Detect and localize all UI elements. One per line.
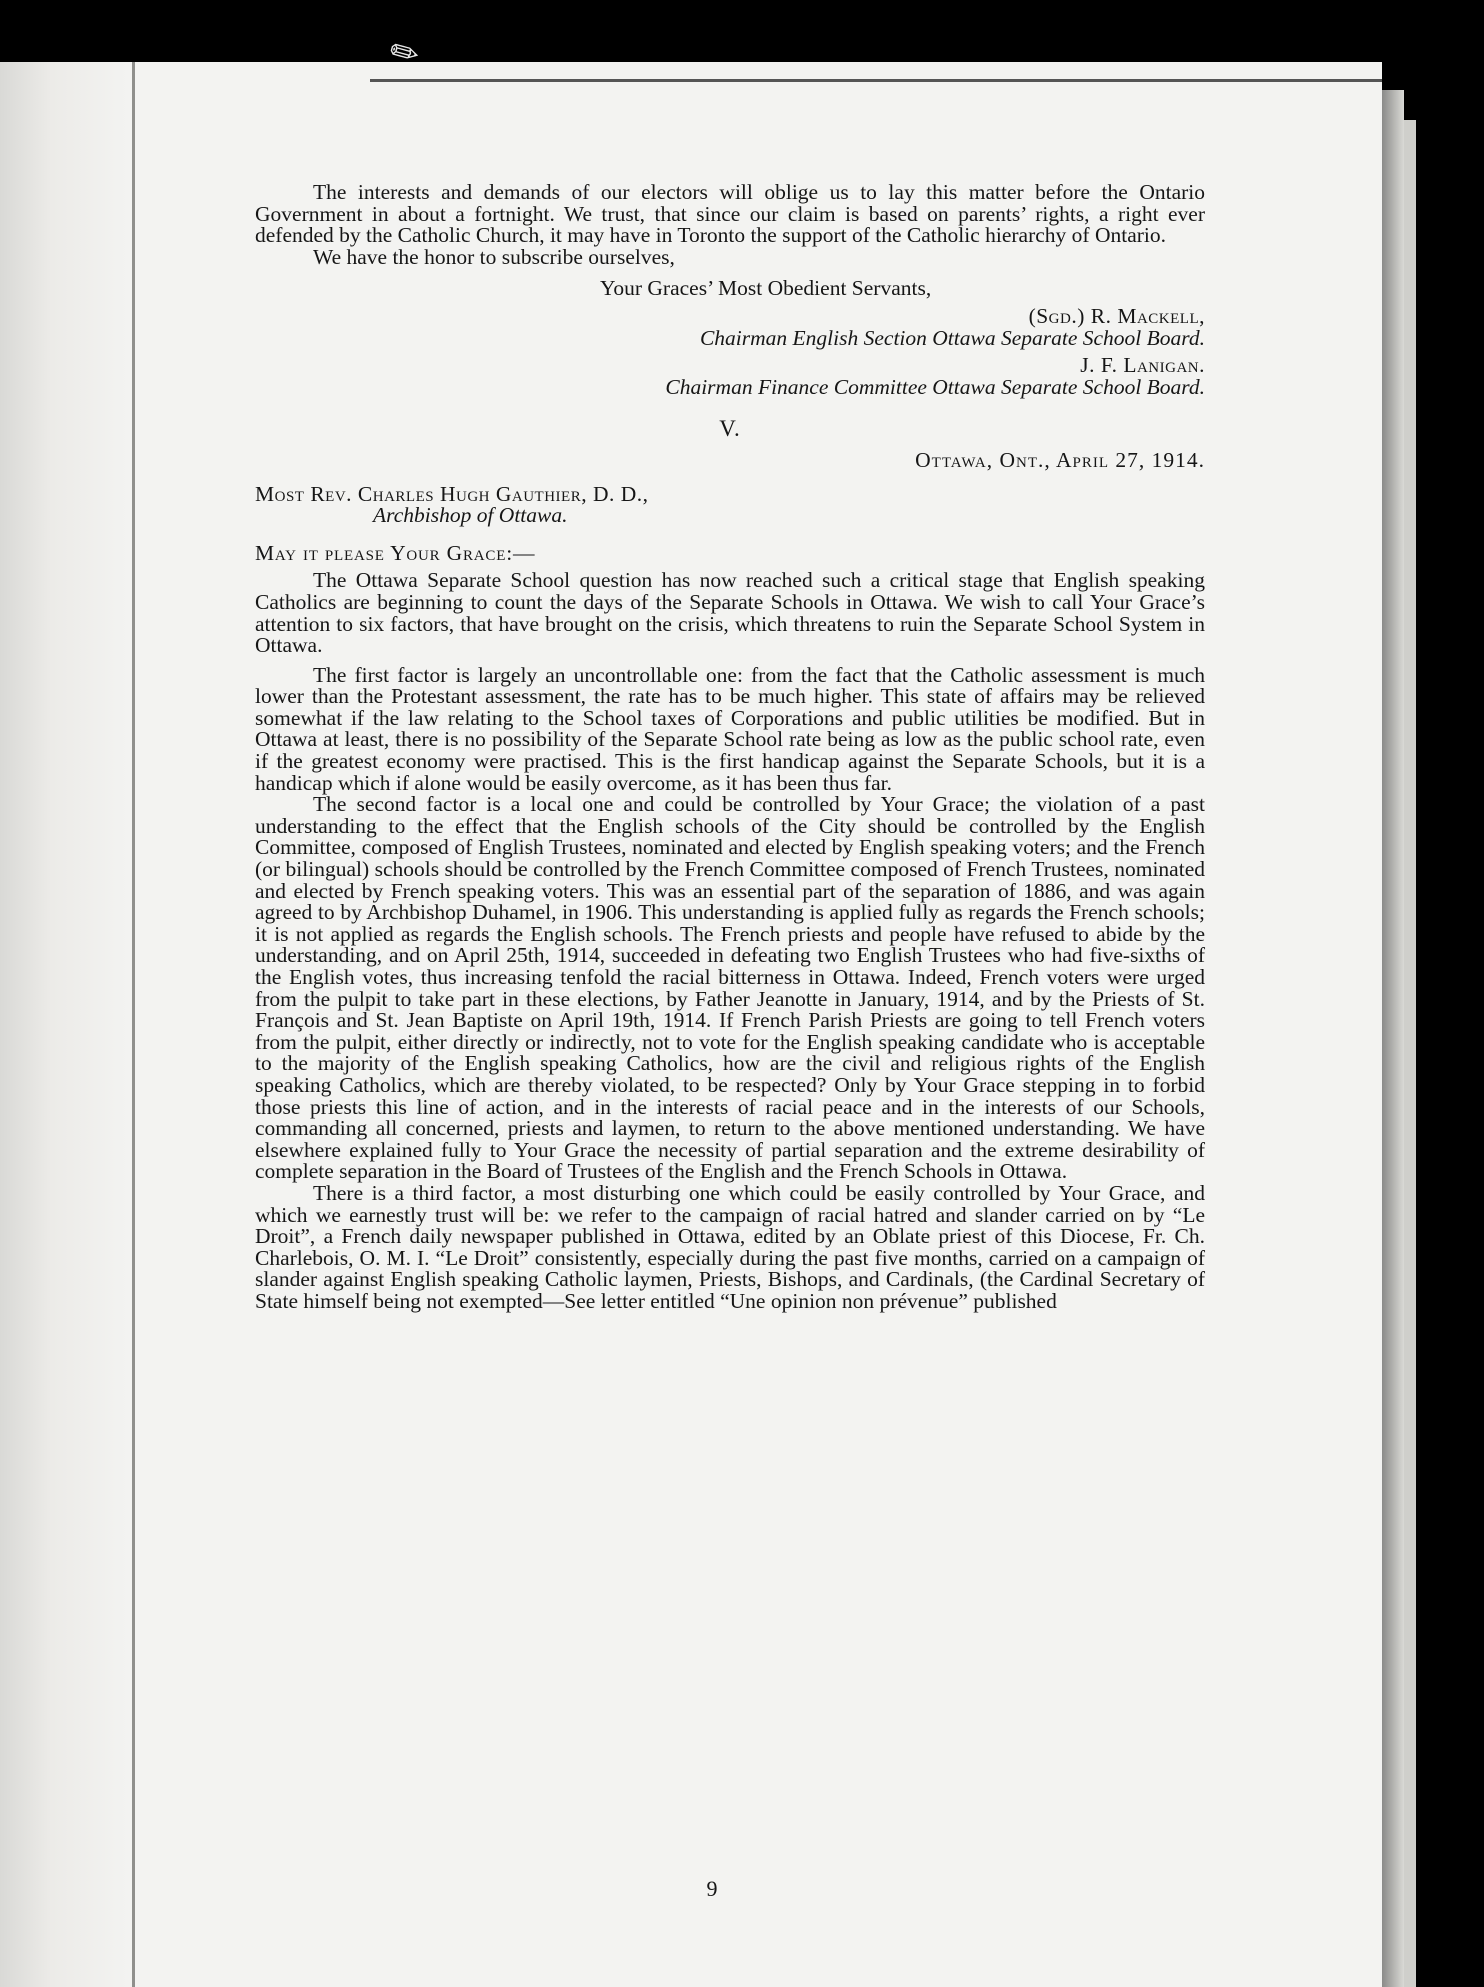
body-paragraph: The first factor is largely an uncontrollable one: from the fact that the Catholic assessment is much lower than the Protestant assessment, the rate has to be much higher. This state of affairs may be relieved somewhat if the law relating to the School taxes of Corporations and public utilities be modified. But in Ottawa at least, there is no possibility of the Separate School rate being as low as the public school rate, even if the greatest economy were practised. This is the first handicap against the Separate Schools, but it is a handicap which if alone would be easily overcome, as it has been thus far. [255, 662, 1205, 795]
subscribe-line: We have the honor to subscribe ourselves, [313, 244, 675, 269]
salutation: May it please Your Grace:— [255, 540, 536, 565]
signer-1-name: (Sgd.) R. Mackell, [1028, 303, 1205, 328]
page-stack-edge [1382, 90, 1404, 1987]
page-top-edge [370, 79, 1382, 82]
body-paragraph: The second factor is a local one and could be controlled by Your Grace; the violation of a past understanding to the effect that the English schools of the City should be controlled by the English Committee, composed of English Trustees, nominated and elected by English speaking voters; and the French (or bilingual) schools should be controlled by the French Committee composed of French Trustees, nominated and elected by French speaking voters. This was an essential part of the separation of 1886, and was again agreed to by Archbishop Duhamel, in 1906. This understanding is applied fully as regards the French schools; it is not applied as regards the English schools. The French priests and people have refused to abide by the understanding, and on April 25th, 1914, succeeded in defeating two English Trustees who had five-sixths of the English votes, thus increasing tenfold the racial bitterness in Ottawa. Indeed, French voters were urged from the pulpit to take part in these elections, by Father Jeanotte in January, 1914, and by the Priests of St. François and St. Jean Baptiste on April 19th, 1914. If French Parish Priests are going to tell French voters from the pulpit, either directly or indirectly, not to vote for the English speaking candidate who is acceptable to the majority of the English speaking Catholics, how are the civil and religious rights of the English speaking Catholics, which are thereby violated, to be respected? Only by Your Grace stepping in to forbid those priests this line of action, and in the interests of racial peace and in the interests of our Schools, commanding all concerned, priests and laymen, to return to the above mentioned understanding. We have elsewhere explained fully to Your Grace the necessity of partial separation and the extreme desirability of complete separation in the Board of Trustees of the English and the French Schools in Ottawa. [255, 792, 1205, 1184]
place-date-line: Ottawa, Ont., April 27, 1914. [915, 447, 1205, 472]
facing-page-edge [0, 62, 128, 1987]
body-paragraph: The Ottawa Separate School question has now reached such a critical stage that English speaking Catholics are beginning to count the days of the Separate Schools in Ottawa. We wish to call Your Grace’s attention to six factors, that have brought on the crisis, which threatens to ruin the Separate School System in Ottawa. [255, 568, 1205, 658]
addressee-title: Archbishop of Ottawa. [373, 503, 568, 528]
page-number: 9 [706, 1876, 718, 1901]
addressee-name: Most Rev. Charles Hugh Gauthier, D. D., [255, 481, 649, 506]
body-paragraph: There is a third factor, a most disturbing one which could be easily controlled by Your Grace, and which we earnestly trust will be: we refer to the campaign of racial hatred and slander carried on by “Le Droit”, a French daily newspaper published in Ottawa, edited by an Oblate priest of this Diocese, Fr. Ch. Charlebois, O. M. I. “Le Droit” consistently, especially during the past five months, carried on a campaign of slander against English speaking Catholic laymen, Priests, Bishops, and Cardinals, (the Cardinal Secretary of State himself being not exempted—See letter entitled “Une opinion non prévenue” published [255, 1180, 1205, 1313]
complimentary-close: Your Graces’ Most Obedient Servants, [600, 276, 932, 301]
signer-2-name: J. F. Lanigan. [1080, 353, 1205, 378]
binding-gutter [132, 62, 135, 1987]
scan-artifact-mark: ✎ [383, 30, 427, 78]
document-body [255, 182, 1205, 1313]
page-stack-edge-outer [1404, 120, 1416, 1987]
closing-paragraph: The interests and demands of our electors will oblige us to lay this matter before the Ontario Government in about a fortnight. We trust, that since our claim is based on parents’ rights, a right ever defended by the Catholic Church, it may have in Toronto the support of the Catholic hierarchy of Ontario. [255, 180, 1205, 248]
signer-2-title: Chairman Finance Committee Ottawa Separate School Board. [665, 374, 1205, 399]
signer-1-title: Chairman English Section Ottawa Separate School Board. [699, 325, 1205, 350]
section-number: V. [719, 416, 741, 442]
